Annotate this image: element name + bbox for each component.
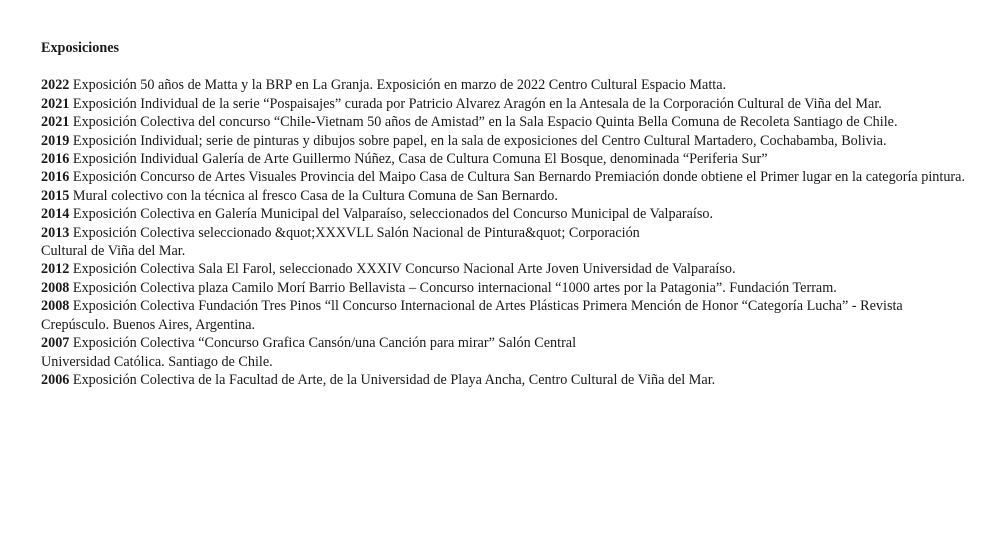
exhibition-entry [41,168,971,186]
exhibition-entry [41,205,971,223]
exhibitions-document [41,39,971,389]
entry-year: 2013 [41,224,70,241]
entry-text: Exposición Individual de la serie “Pospaisajes” curada por Patricio Alvarez Aragón en la Antesala de la Corporación Cultural de Viña del Mar. [72,95,882,112]
entry-year: 2016 [41,151,70,168]
entry-year: 2014 [41,206,70,223]
entry-year: 2015 [41,187,70,204]
exhibition-entry [41,279,971,297]
entry-text-continuation: Cultural de Viña del Mar. [41,243,186,260]
exhibition-entry [41,76,971,94]
exhibition-entry [41,371,971,389]
exhibition-entry [41,113,971,131]
section-heading: Exposiciones [41,40,120,56]
entry-year: 2008 [41,279,70,296]
entry-year: 2008 [41,298,70,315]
exhibition-entry [41,150,971,168]
entry-text: Exposición Colectiva Fundación Tres Pinos “ll Concurso Internacional de Artes Plásticas Primera Mención de Honor “Categoría Lucha” - Revista Crepúsculo. Buenos Aires, Argentina. [41,298,903,333]
exhibition-entry [41,132,971,150]
entry-text: Exposición Colectiva de la Facultad de Arte, de la Universidad de Playa Ancha, Centro Cultural de Viña del Mar. [72,371,716,388]
exhibition-entry [41,95,971,113]
exhibition-entry [41,297,971,334]
entry-text: Exposición 50 años de Matta y la BRP en La Granja. Exposición en marzo de 2022 Centro Cultural Espacio Matta. [72,77,727,94]
entry-text: Exposición Individual Galería de Arte Guillermo Núñez, Casa de Cultura Comuna El Bosque, denominada “Periferia Sur” [72,151,768,168]
entry-text: Mural colectivo con la técnica al fresco Casa de la Cultura Comuna de San Bernardo. [72,187,558,204]
entry-text: Exposición Colectiva seleccionado &quot;XXXVLL Salón Nacional de Pintura&quot; Corporación [72,224,640,241]
entry-text-continuation: Universidad Católica. Santiago de Chile. [41,353,273,370]
entry-year: 2016 [41,169,70,186]
entry-text: Exposición Colectiva Sala El Farol, seleccionado XXXIV Concurso Nacional Arte Joven Universidad de Valparaíso. [72,261,736,278]
exhibition-list [41,76,971,389]
entry-year: 2022 [41,77,70,94]
entry-year: 2012 [41,261,70,278]
entry-year: 2021 [41,95,70,112]
exhibition-entry [41,260,971,278]
entry-text: Exposición Colectiva “Concurso Grafica Cansón/una Canción para mirar” Salón Central [72,335,577,352]
entry-text: Exposición Colectiva del concurso “Chile-Vietnam 50 años de Amistad” en la Sala Espacio Quinta Bella Comuna de Recoleta Santiago de Chile. [72,114,898,131]
entry-text: Exposición Colectiva en Galería Municipal del Valparaíso, seleccionados del Concurso Municipal de Valparaíso. [72,206,714,223]
exhibition-entry [41,334,971,371]
entry-text: Exposición Colectiva plaza Camilo Morí Barrio Bellavista – Concurso internacional “1000 artes por la Patagonia”. Fundación Terram. [72,279,837,296]
entry-year: 2019 [41,132,70,149]
entry-text: Exposición Concurso de Artes Visuales Provincia del Maipo Casa de Cultura San Bernardo Premiación donde obtiene el Primer lugar en la categoría pintura. [72,169,965,186]
exhibition-entry [41,187,971,205]
entry-year: 2021 [41,114,70,131]
entry-text: Exposición Individual; serie de pinturas y dibujos sobre papel, en la sala de exposiciones del Centro Cultural Martadero, Cochabamba, Bolivia. [72,132,887,149]
entry-year: 2007 [41,335,70,352]
exhibition-entry [41,224,971,261]
entry-year: 2006 [41,371,70,388]
